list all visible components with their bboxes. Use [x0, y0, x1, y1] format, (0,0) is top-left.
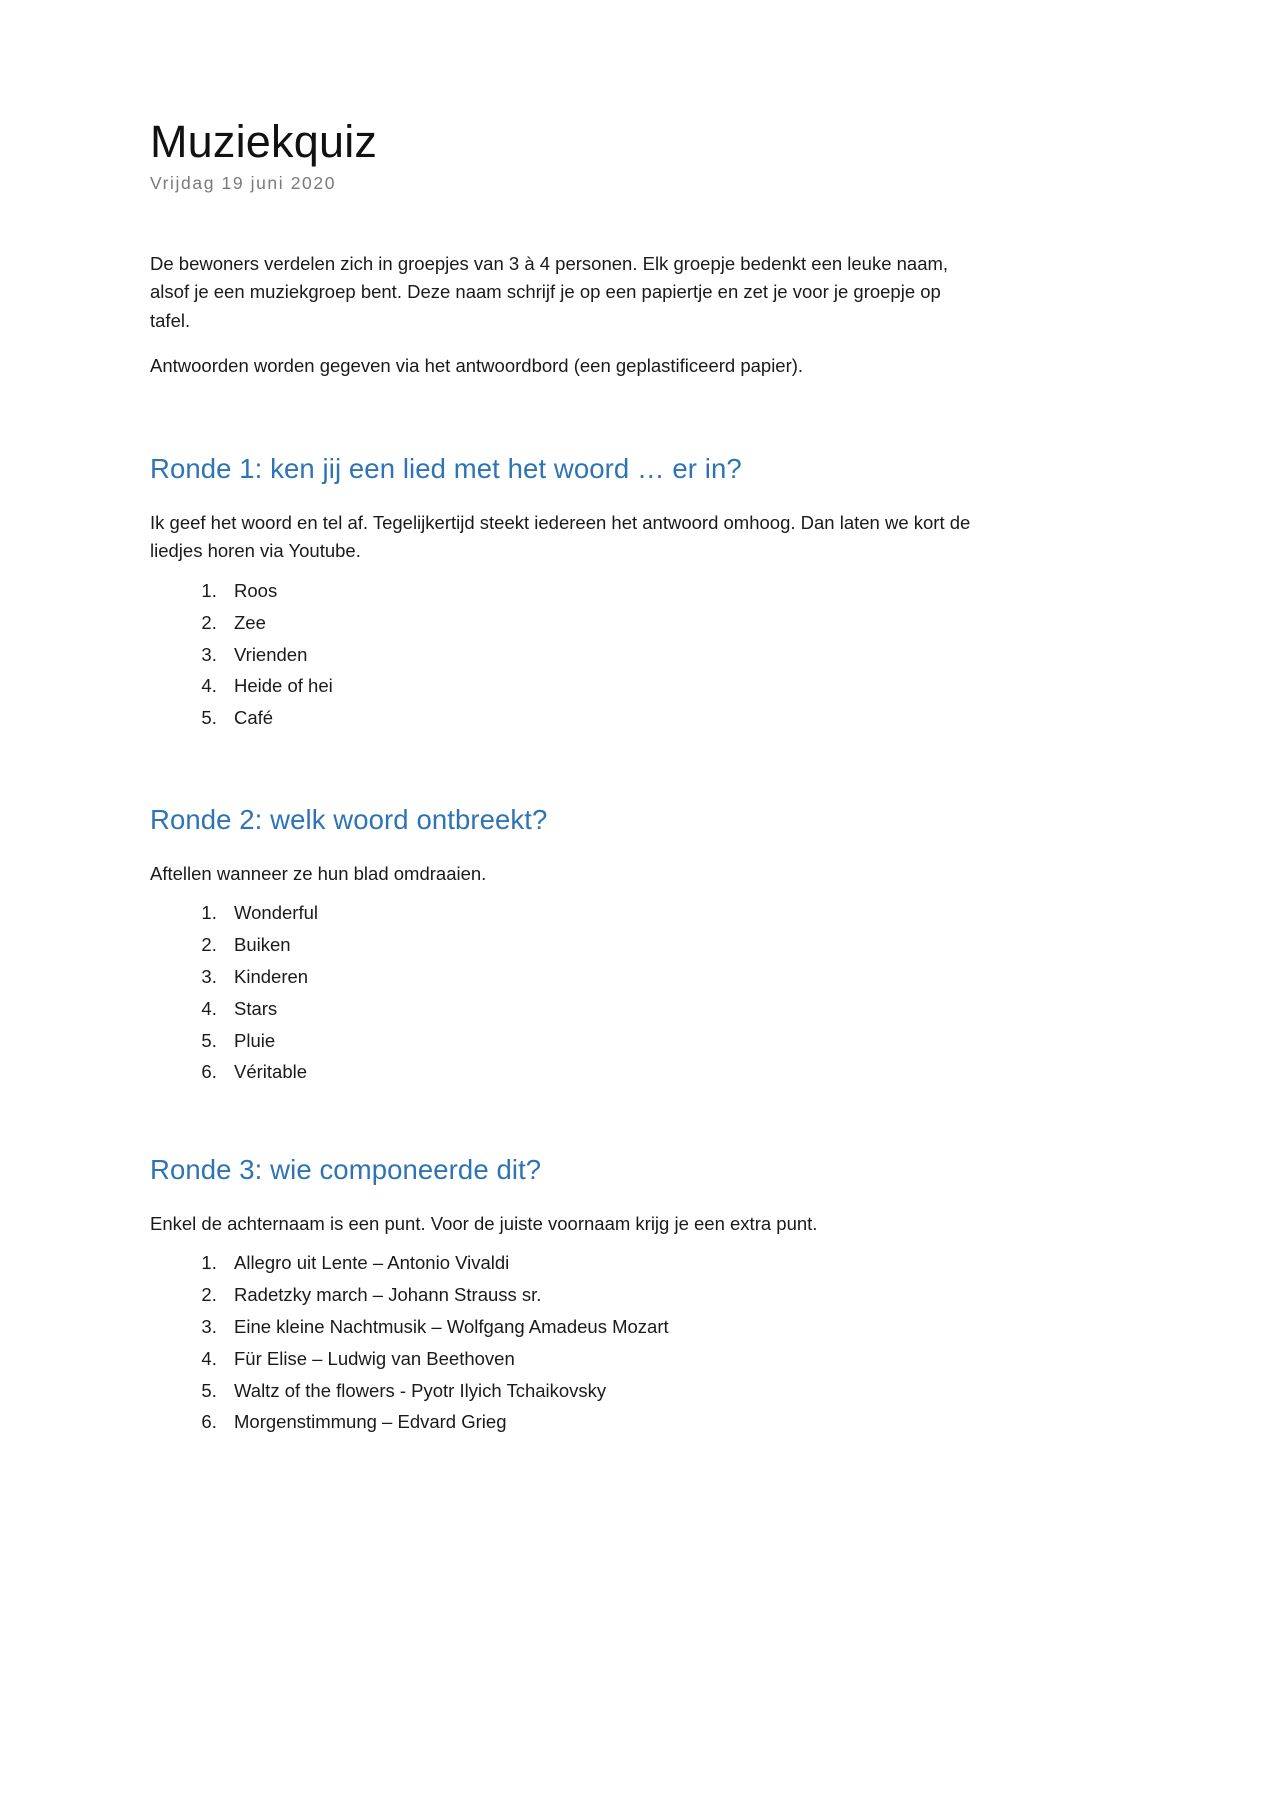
round-intro-1: Ik geef het woord en tel af. Tegelijkertijd steekt iedereen het antwoord omhoog. Dan laten we kort de liedjes horen via Youtube. [150, 511, 971, 562]
page-title: Muziekquiz [150, 116, 378, 167]
list-item: 6. Véritable [222, 1061, 1130, 1083]
round-intro-2: Aftellen wanneer ze hun blad omdraaien. [150, 862, 487, 884]
list-item: 2. Zee [222, 612, 1130, 634]
list-item: 1. Roos [222, 580, 1130, 602]
list-item: 3. Vrienden [222, 644, 1130, 666]
list-item: 1. Allegro uit Lente – Antonio Vivaldi [222, 1252, 1130, 1274]
list-item: 5. Café [222, 707, 1130, 729]
round-heading-1: Ronde 1: ken jij een lied met het woord … er in? [150, 453, 742, 485]
round-list-3 [150, 1252, 1130, 1433]
list-item: 5. Waltz of the flowers - Pyotr Ilyich Tchaikovsky [222, 1380, 1130, 1402]
round-section-3 [150, 1153, 1130, 1433]
list-item: 4. Stars [222, 998, 1130, 1020]
list-item: 3. Kinderen [222, 966, 1130, 988]
list-item: 4. Für Elise – Ludwig van Beethoven [222, 1348, 1130, 1370]
list-item: 4. Heide of hei [222, 675, 1130, 697]
intro-paragraph-2: Antwoorden worden gegeven via het antwoordbord (een geplastificeerd papier). [150, 354, 804, 376]
round-list-1 [150, 580, 1130, 729]
list-item: 2. Buiken [222, 934, 1130, 956]
intro-section [150, 250, 1130, 381]
list-item: 6. Morgenstimmung – Edvard Grieg [222, 1411, 1130, 1433]
round-section-1 [150, 452, 1130, 729]
round-heading-2: Ronde 2: welk woord ontbreekt? [150, 804, 548, 836]
list-item: 2. Radetzky march – Johann Strauss sr. [222, 1284, 1130, 1306]
list-item: 1. Wonderful [222, 902, 1130, 924]
round-list-2 [150, 902, 1130, 1083]
list-item: 3. Eine kleine Nachtmusik – Wolfgang Amadeus Mozart [222, 1316, 1130, 1338]
list-item: 5. Pluie [222, 1030, 1130, 1052]
round-heading-3: Ronde 3: wie componeerde dit? [150, 1154, 542, 1186]
document-date-subtitle: Vrijdag 19 juni 2020 [150, 172, 337, 193]
round-section-2 [150, 803, 1130, 1083]
intro-paragraph-1: De bewoners verdelen zich in groepjes van 3 à 4 personen. Elk groepje bedenkt een leuke naam, alsof je een muziekgroep bent. Deze naam schrijf je op een papiertje en zet je voor je groepje op tafel. [150, 252, 949, 331]
round-intro-3: Enkel de achternaam is een punt. Voor de juiste voornaam krijg je een extra punt. [150, 1212, 818, 1234]
